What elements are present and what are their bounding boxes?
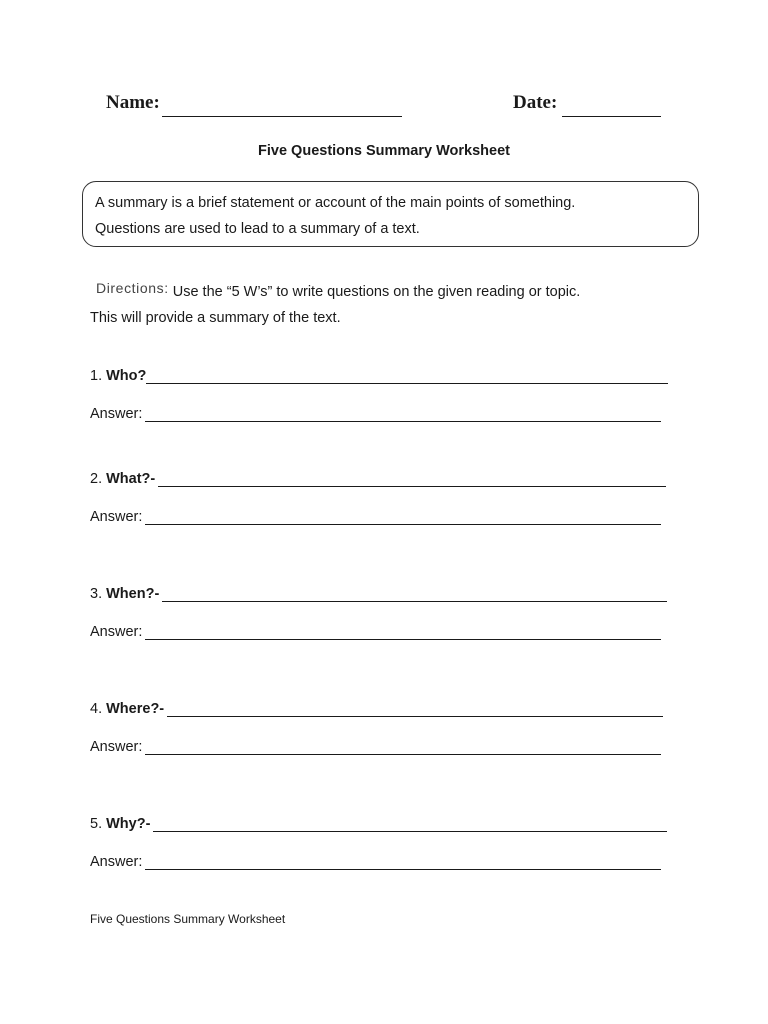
name-blank-line[interactable]: [162, 116, 402, 117]
summary-line-1: A summary is a brief statement or account of the main points of something.: [95, 195, 576, 211]
answer-blank-line[interactable]: [145, 855, 661, 870]
answer-label: Answer:: [90, 624, 143, 640]
question-blank-line[interactable]: [146, 369, 668, 384]
answer-line: [90, 854, 661, 870]
header-row: [0, 92, 768, 122]
question-number: 2.: [90, 471, 103, 487]
question-word: Who?: [106, 368, 147, 384]
worksheet-title: Five Questions Summary Worksheet: [258, 143, 510, 159]
answer-blank-line[interactable]: [145, 740, 661, 755]
directions-text-2: This will provide a summary of the text.: [90, 310, 341, 326]
answer-line: [90, 739, 661, 755]
answer-label: Answer:: [90, 739, 143, 755]
question-word: What?-: [106, 471, 156, 487]
question-line: [90, 471, 666, 487]
question-blank-line[interactable]: [162, 587, 667, 602]
answer-line: [90, 624, 661, 640]
question-number: 3.: [90, 586, 103, 602]
answer-label: Answer:: [90, 509, 143, 525]
answer-blank-line[interactable]: [145, 625, 661, 640]
directions: [90, 278, 690, 331]
question-blank-line[interactable]: [167, 702, 663, 717]
question-word: Where?-: [106, 701, 165, 717]
date-label: Date:: [513, 92, 558, 113]
question-line: [90, 586, 667, 602]
answer-blank-line[interactable]: [145, 510, 661, 525]
directions-text-1: Use the “5 W’s” to write questions on the given reading or topic.: [172, 284, 581, 300]
answer-line: [90, 509, 661, 525]
answer-blank-line[interactable]: [145, 407, 661, 422]
question-word: Why?-: [106, 816, 151, 832]
question-number: 5.: [90, 816, 103, 832]
summary-line-2: Questions are used to lead to a summary of a text.: [95, 221, 420, 237]
question-number: 4.: [90, 701, 103, 717]
question-line: [90, 816, 667, 832]
answer-line: [90, 406, 661, 422]
date-blank-line[interactable]: [562, 116, 661, 117]
answer-label: Answer:: [90, 854, 143, 870]
footer-text: Five Questions Summary Worksheet: [90, 912, 286, 926]
question-blank-line[interactable]: [158, 472, 666, 487]
name-label: Name:: [106, 92, 160, 113]
question-line: [90, 368, 668, 384]
directions-line-1: [90, 278, 690, 305]
summary-definition-box: [82, 181, 699, 247]
question-blank-line[interactable]: [153, 817, 667, 832]
directions-label: Directions:: [96, 280, 169, 296]
question-line: [90, 701, 663, 717]
question-word: When?-: [106, 586, 160, 602]
question-number: 1.: [90, 368, 103, 384]
answer-label: Answer:: [90, 406, 143, 422]
